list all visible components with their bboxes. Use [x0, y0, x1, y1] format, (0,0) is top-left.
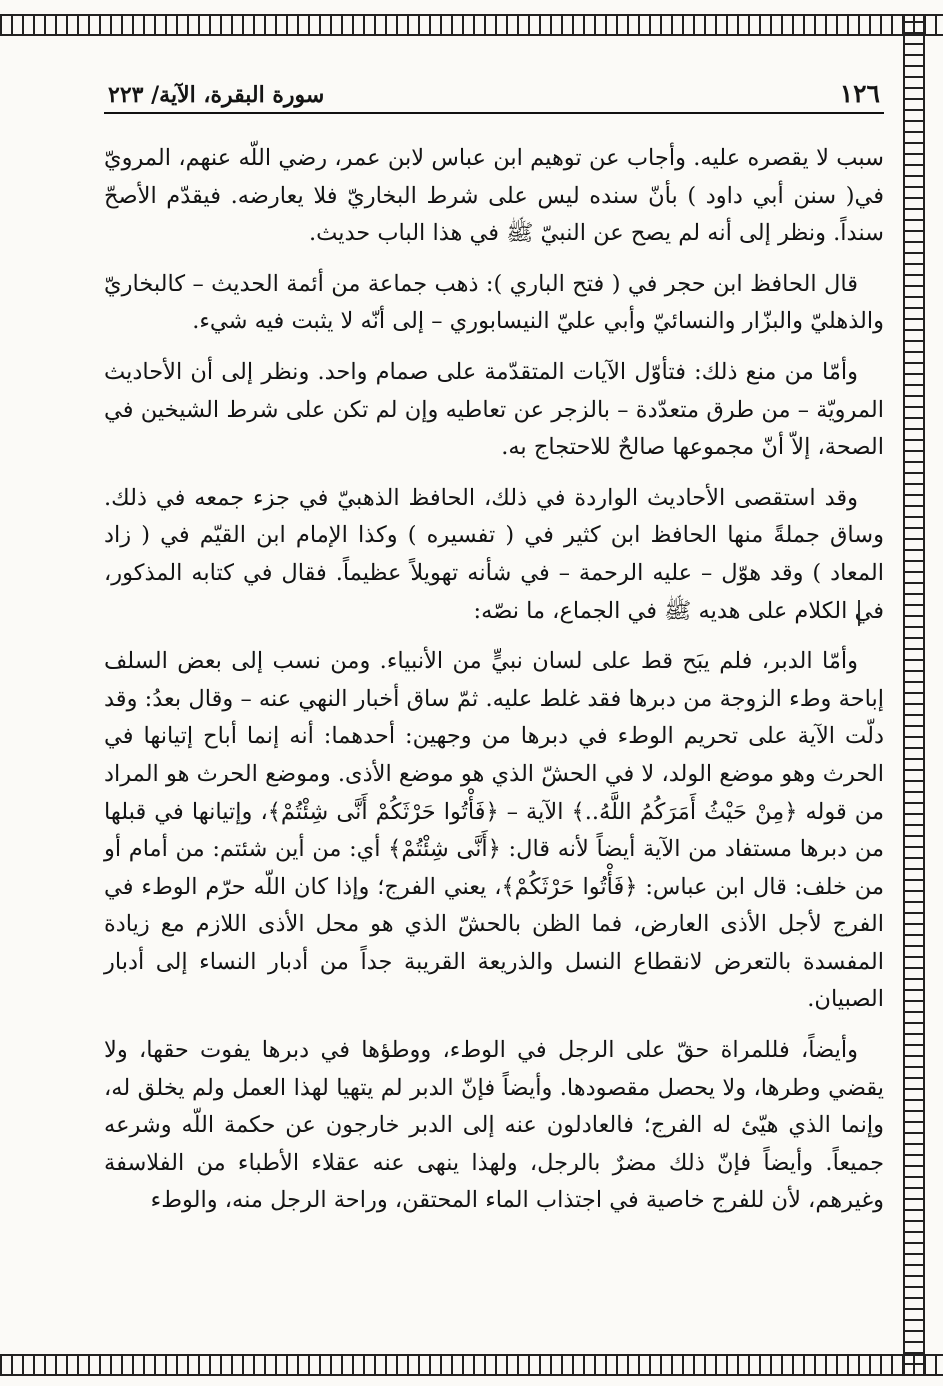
- paragraph: سبب لا يقصره عليه. وأجاب عن توهيم ابن عباس لابن عمر، رضي اللّه عنهم، المرويّ في( سنن أبي داود ) بأنّ سنده ليس على شرط البخاريّ فلا يعارضه. فيقدّم الأصحّ سنداً. ونظر إلى أنه لم يصح عن النبيّ ﷺ في هذا الباب حديث.: [104, 145, 884, 247]
- ornamental-border-bottom: [0, 1354, 943, 1376]
- running-title: سورة البقرة، الآية/ ٢٢٣: [108, 82, 325, 108]
- page-content: [104, 140, 884, 1220]
- paragraph: قال الحافظ ابن حجر في ( فتح الباري ): ذهب جماعة من أئمة الحديث – كالبخاريّ والذهليّ والبزّار والنسائيّ وأبي عليّ النيسابوري – إلى أنّه لا يثبت فيه شيء.: [104, 270, 884, 335]
- ornamental-border-top: [0, 14, 943, 36]
- paragraph: وأمّا الدبر، فلم يبَح قط على لسان نبيٍّ من الأنبياء. ومن نسب إلى بعض السلف إباحة وطء الزوجة من دبرها فقد غلط عليه. ثمّ ساق أخبار النهي عنه – وقال بعدُ: وقد دلّت الآية على تحريم الوطء في دبرها من وجهين: أحدهما: أنه إنما أباح إتيانها في الحرث وهو موضع الولد، لا في الحشّ الذي هو موضع الأذى. وموضع الحرث هو المراد من قوله ﴿مِنْ حَيْثُ أَمَرَكُمُ اللَّهُ..﴾ الآية – ﴿فَأْتُوا حَرْثَكُمْ أَنَّى شِئْتُمْ﴾، وإتيانها في قبلها من دبرها مستفاد من الآية أيضاً لأنه قال: ﴿أَنَّى شِئْتُمْ﴾ أي: من أين شئتم: من أمام أو من خلف: قال ابن عباس: ﴿فَأْتُوا حَرْثَكُمْ﴾، يعني الفرج؛ وإذا كان اللّه حرّم الوطء في الفرج لأجل الأذى العارض، فما الظن بالحشّ الذي هو محل الأذى اللازم مع زيادة المفسدة بالتعرض لانقطاع النسل والذريعة القريبة جداً من أدبار النساء إلى أدبار الصبيان.: [104, 648, 884, 1013]
- book-page: [104, 62, 884, 1233]
- page-number: ١٢٦: [839, 79, 880, 108]
- page-header: [104, 62, 884, 114]
- paragraph: وقد استقصى الأحاديث الواردة في ذلك، الحافظ الذهبيّ في جزء جمعه في ذلك. وساق جملةً منها الحافظ ابن كثير في ( تفسيره ) وكذا الإمام ابن القيّم في ( زاد المعاد ) وقد هوّل – عليه الرحمة – في شأنه تهويلاً عظيماً. فقال في كتابه المذكور، في الكلام على هديه ﷺ في الجماع، ما نصّه:: [104, 484, 884, 624]
- paragraph: وأمّا من منع ذلك: فتأوّل الآيات المتقدّمة على صمام واحد. ونظر إلى أن الأحاديث المرويّة – من طرق متعدّدة – بالزجر عن تعاطيه وإن لم تكن على شرط الشيخين في الصحة، إلاّ أنّ مجموعها صالحٌ للاحتجاج به.: [104, 358, 884, 461]
- ornamental-border-right: [903, 14, 925, 1376]
- paragraph: وأيضاً، فللمراة حقّ على الرجل في الوطء، ووطؤها في دبرها يفوت حقها، ولا يقضي وطرها، ولا يحصل مقصودها. وأيضاً فإنّ الدبر لم يتهيا لهذا العمل ولم يخلق له، وإنما الذي هيّئ له الفرج؛ فالعادلون عنه إلى الدبر خارجون عن حكمة اللّه وشرعه جميعاً. وأيضاً فإنّ ذلك مضرٌ بالرجل، ولهذا ينهى عنه عقلاء الأطباء من الفلاسفة وغيرهم، لأن للفرج خاصية في اجتذاب الماء المحتقن، وراحة الرجل منه، والوطء: [104, 1037, 884, 1214]
